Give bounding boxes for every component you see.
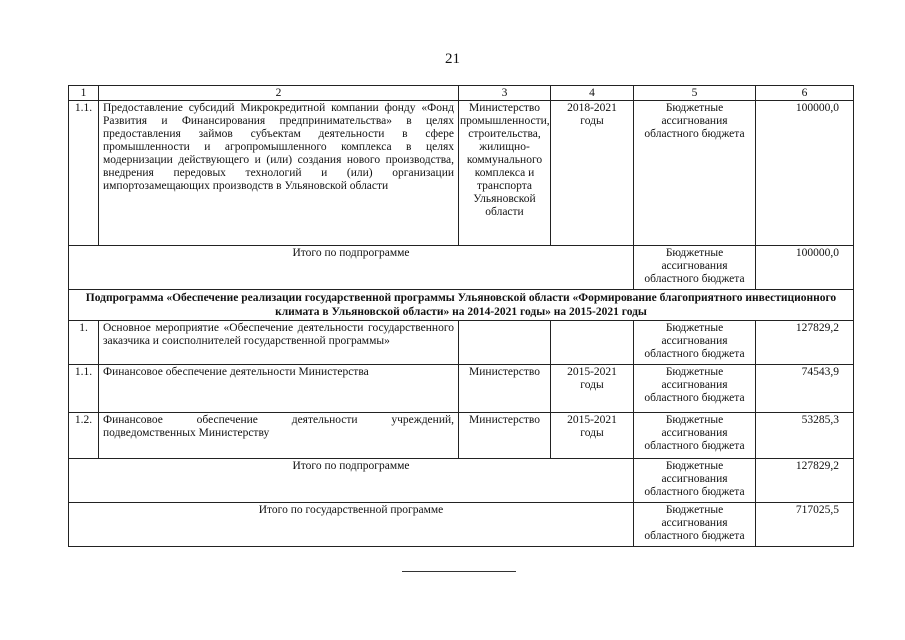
item-amount: 53285,3 [756,413,854,459]
item-number: 1.1. [69,365,99,413]
item-description: Финансовое обеспечение деятельности учреждений, подведомственных Министерству [99,413,459,459]
grand-total-amount: 717025,5 [756,503,854,547]
item-executor [459,321,551,365]
item-amount: 74543,9 [756,365,854,413]
grand-total-row [69,503,854,547]
table-row [69,413,854,459]
item-number: 1. [69,321,99,365]
item-period: 2015-2021 годы [551,413,634,459]
total-funding-source: Бюджетные ассигнования областного бюджета [634,246,756,290]
item-period: 2015-2021 годы [551,365,634,413]
column-number-row [69,86,854,101]
item-executor: Министерство [459,413,551,459]
item-funding-source: Бюджетные ассигнования областного бюджета [634,101,756,246]
table-row [69,101,854,246]
table-row [69,321,854,365]
table-row [69,365,854,413]
total-row [69,246,854,290]
item-period [551,321,634,365]
column-number-cell: 1 [69,86,99,101]
item-amount: 127829,2 [756,321,854,365]
item-description: Основное мероприятие «Обеспечение деятельности государственного заказчика и соисполнителей государственной программы» [99,321,459,365]
total-funding-source: Бюджетные ассигнования областного бюджета [634,459,756,503]
item-description: Предоставление субсидий Микрокредитной компании фонду «Фонд Развития и Финансирования предпринимательства» в целях предоставления займов субъектам деятельности в сфере промышленности и агропромышленного комплекса в целях модернизации действующего и (или) создания нового производства, внедрения передовых технологий и (или) организации импортозамещающих производств в Ульяновской области [99,101,459,246]
total-amount: 100000,0 [756,246,854,290]
item-funding-source: Бюджетные ассигнования областного бюджета [634,321,756,365]
item-executor: Министерство [459,365,551,413]
total-label: Итого по подпрограмме [69,246,634,290]
total-amount: 127829,2 [756,459,854,503]
subprogram-title: Подпрограмма «Обеспечение реализации государственной программы Ульяновской области «Формирование благоприятного инвестиционного климата в Ульяновской области» на 2014-2021 годы» на 2015-2021 годы [69,290,854,321]
column-number-cell: 5 [634,86,756,101]
subprogram-title-row [69,290,854,321]
column-number-cell: 4 [551,86,634,101]
column-number-cell: 2 [99,86,459,101]
page-number: 21 [445,51,460,67]
budget-table [68,85,854,547]
column-number-cell: 6 [756,86,854,101]
item-number: 1.1. [69,101,99,246]
grand-total-label: Итого по государственной программе [69,503,634,547]
footer-divider [402,571,516,572]
total-row [69,459,854,503]
grand-total-funding-source: Бюджетные ассигнования областного бюджета [634,503,756,547]
total-label: Итого по подпрограмме [69,459,634,503]
item-description: Финансовое обеспечение деятельности Министерства [99,365,459,413]
item-funding-source: Бюджетные ассигнования областного бюджета [634,413,756,459]
column-number-cell: 3 [459,86,551,101]
item-funding-source: Бюджетные ассигнования областного бюджета [634,365,756,413]
item-period: 2018-2021 годы [551,101,634,246]
item-amount: 100000,0 [756,101,854,246]
item-executor: Министерство промышленности, строительства, жилищно-коммунального комплекса и транспорта Ульяновской области [459,101,551,246]
item-number: 1.2. [69,413,99,459]
